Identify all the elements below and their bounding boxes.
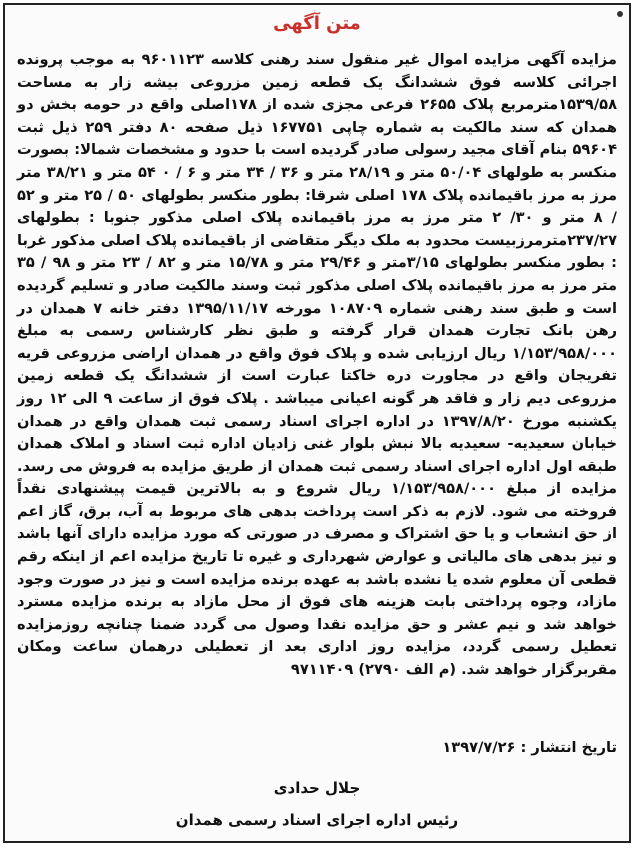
notice-frame <box>3 3 631 843</box>
notice-title: متن آگهی <box>273 13 361 34</box>
publish-date: تاریخ انتشار : ۱۳۹۷/۷/۲۶ <box>442 739 617 756</box>
signatory-name: جلال حدادی <box>273 779 361 797</box>
notice-body <box>17 49 617 682</box>
notice-body-text: مزایده آگهی مزایده اموال غیر منقول سند رهنی کلاسه ۹۶۰۱۱۲۳ به موجب پرونده اجرائی کلاسه فوق ششدانگ یک قطعه زمین مزروعی بیشه زار به مساحت ۱۵۳۹/۵۸مترمربع پلاک ۲۶۵۵ فرعی مجزی شده از ۱۷۸اصلی واقع در حومه بخش دو همدان که سند مالکیت به شماره چاپی ۱۶۷۷۵۱ ذیل صفحه ۸۰ دفتر ۲۵۹ ذیل ثبت ۵۹۶۰۴ بنام آقای مجید رسولی صادر گردیده است با حدود و مشخصات شمالا: بصورت منکسر به طولهای ۵۰/۰۴ متر و ۲۸/۱۹ متر و ۳۶ / ۳۴ متر و ۶ / ۰ ۵۴ متر و ۳۸/۲۱ متر مرز به مرز باقیمانده پلاک ۱۷۸ اصلی شرقا: بطور منکسر بطولهای ۵۰ / ۲۵ متر و ۵۲ / ۸ متر و ۳۰/ ۲ متر مرز به مرز باقیمانده پلاک اصلی مذکور جنوبا : بطولهای ۲۳۷/۲۷مترمرزبیست محدود به ملک دیگر متقاضی از باقیمانده پلاک اصلی مذکور غربا : بطور منکسر بطولهای ۳/۱۵متر و ۲۹/۴۶ متر و ۱۵/۷۸ متر و ۸۲ / ۲۳ متر و ۹۸ / ۳۵ متر مرز به مرز باقیمانده پلاک اصلی مذکور ثبت وسند مالکیت صادر و تسلیم گردیده است و طبق سند رهنی شماره ۱۰۸۷۰۹ مورخه ۱۳۹۵/۱۱/۱۷ دفتر خانه ۷ همدان در رهن بانک تجارت همدان قرار گرفته و طبق نظر کارشناس رسمی به مبلغ ۱/۱۵۳/۹۵۸/۰۰۰ ریال ارزیابی شده و پلاک فوق واقع در همدان اراضی مزروعی قریه تفریجان واقع در مجاورت دره خاکتا عبارت است از ششدانگ یک قطعه زمین مزروعی دیم زار و فاقد هر گونه اعیانی میباشد . پلاک فوق از ساعت ۹ الی ۱۲ روز یکشنبه مورخ ۱۳۹۷/۸/۲۰ در اداره اجرای اسناد رسمی ثبت همدان واقع در همدان خیابان سعیدیه- سعیدیه بالا نبش بلوار غنی زادیان اداره ثبت اسناد و املاک همدان طبقه اول اداره اجرای اسناد رسمی ثبت همدان از طریق مزایده به فروش می رسد. مزایده از مبلغ ۱/۱۵۳/۹۵۸/۰۰۰ ریال شروع و به بالاترین قیمت پیشنهادی نقداً فروخته می شود. لازم به ذکر است پرداخت بدهی های مربوط به آب، برق، گاز اعم از حق انشعاب و یا حق اشتراک و مصرف در صورتی که مورد مزایده دارای آنها باشد و نیز بدهی های مالیاتی و عوارض شهرداری و غیره تا تاریخ مزایده اعم از اینکه رقم قطعی آن معلوم شده یا نشده باشد به عهده برنده مزایده است و نیز در صورت وجود مازاد، وجوه پرداختی بابت هزینه های فوق از محل مازاد به برنده مزایده مسترد خواهد شد و نیم عشر و حق مزایده نقدا وصول می گردد ضمنا چنانچه روزمزایده تعطیل رسمی گردد، مزایده روز اداری بعد از تعطیلی درهمان ساعت ومکان مقربرگزار خواهد شد. (م الف ۲۷۹۰) ۹۷۱۱۴۰۹ <box>17 51 618 679</box>
signatory-title: رئیس اداره اجرای اسناد رسمی همدان <box>175 811 459 829</box>
